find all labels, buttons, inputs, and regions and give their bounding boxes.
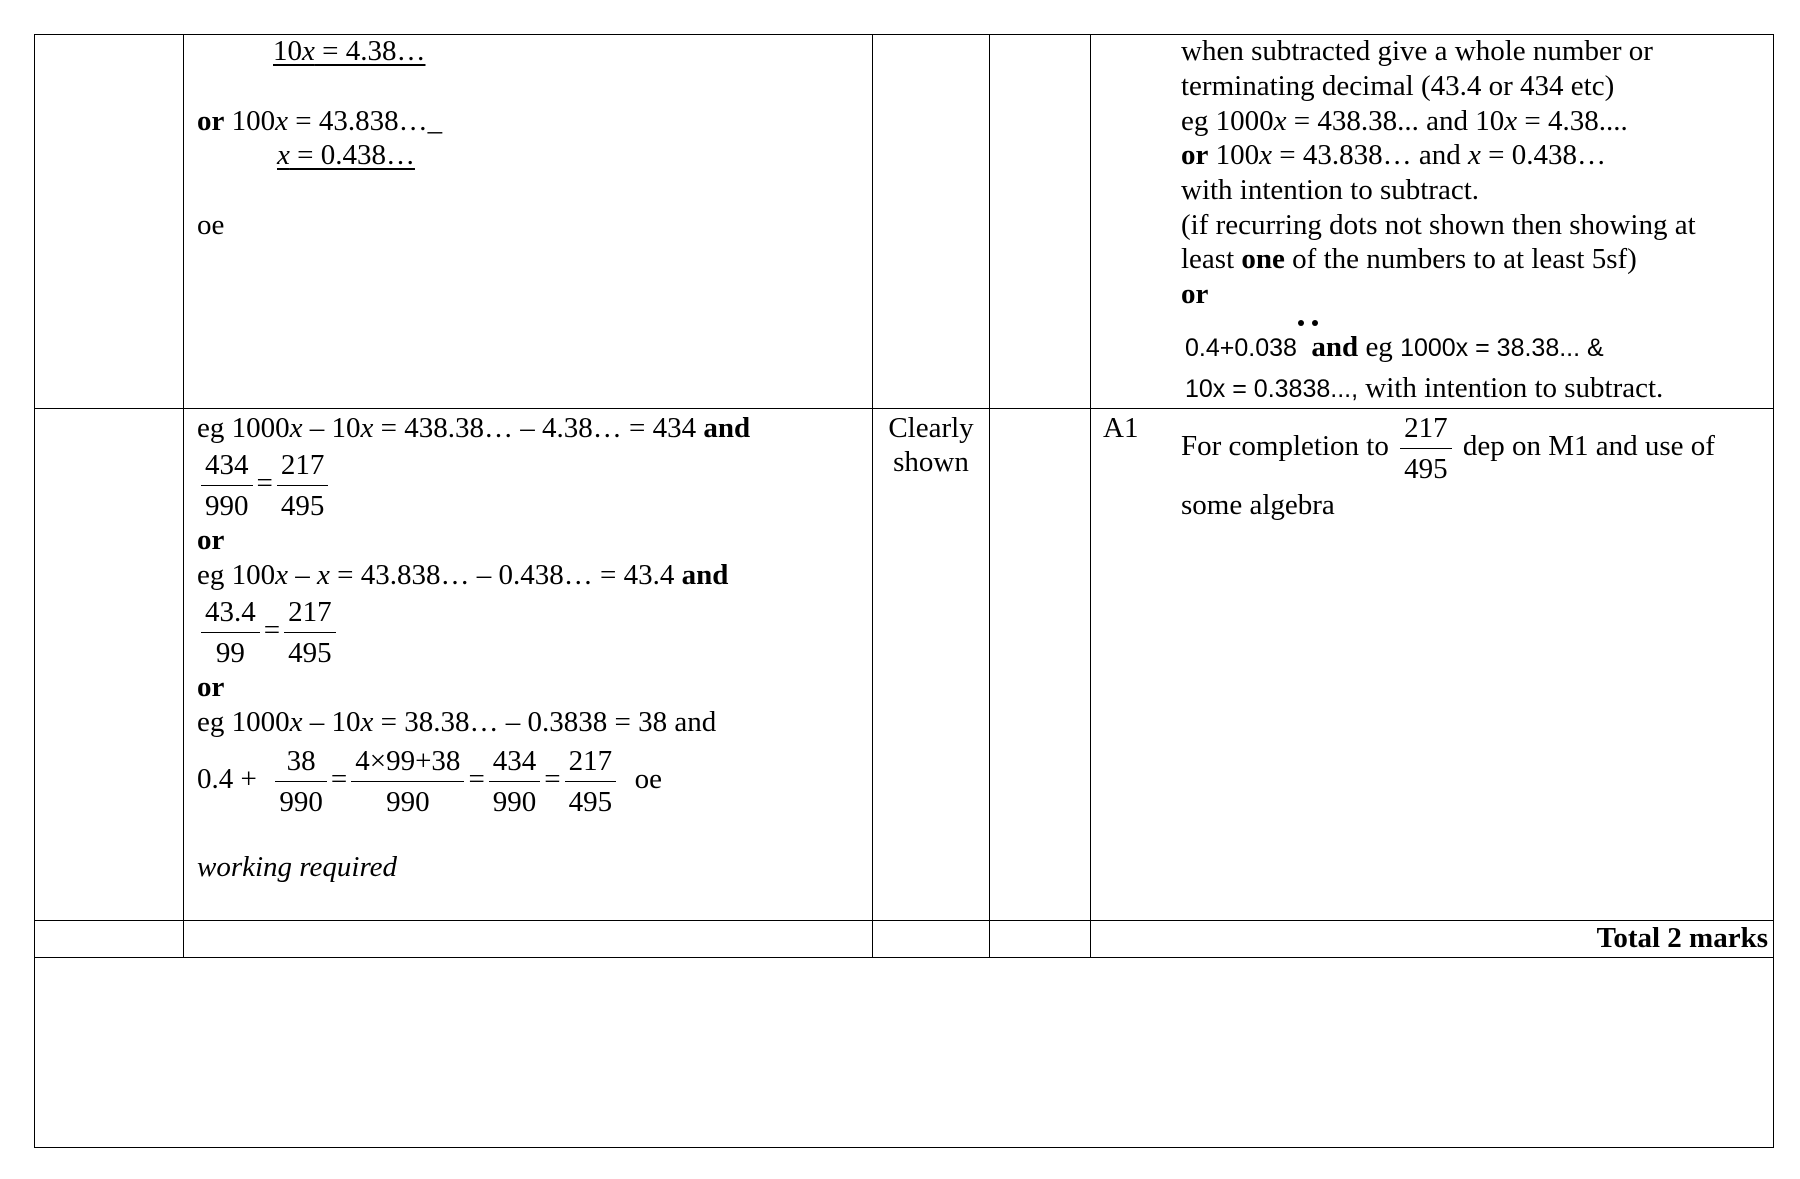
total-marks: Total 2 marks xyxy=(1596,922,1768,954)
guidance-line: eg 1000x = 438.38... and 10x = 4.38.... xyxy=(1181,105,1628,137)
fraction: $\frac{4\times 99+38}{990}$ xyxy=(351,741,464,822)
fraction: $\frac{434}{990}$ xyxy=(489,741,541,822)
working-fraction-line: $\frac{434}{990}$ = $\frac{217}{495}$ xyxy=(197,445,332,526)
working-method-3: eg 1000x – 10x = 38.38… – 0.3838 = 38 and xyxy=(197,706,717,738)
guidance-completion: For completion to $\frac{217}{495}$ dep on M1 and use of xyxy=(1181,408,1715,489)
working-required-note: working required xyxy=(197,851,398,883)
working-method-1: eg 1000x – 10x = 438.38… – 4.38… = 434 and xyxy=(197,412,751,444)
working-line-x: x = 0.438… xyxy=(277,139,415,171)
fraction: $\frac{434}{990}$ xyxy=(201,445,253,526)
guidance-line: with intention to subtract. xyxy=(1181,174,1480,206)
guidance-line: or 100x = 43.838… and x = 0.438… xyxy=(1181,139,1606,171)
guidance-line: least one of the numbers to at least 5sf) xyxy=(1181,243,1637,275)
answer-line: shown xyxy=(893,446,969,478)
working-line-10x: 10x = 4.38… xyxy=(273,35,426,67)
guidance-line: terminating decimal (43.4 or 434 etc) xyxy=(1181,70,1615,102)
fraction: $\frac{38}{990}$ xyxy=(275,741,327,822)
fraction: $\frac{217}{495}$ xyxy=(565,741,617,822)
column-divider xyxy=(1090,35,1091,957)
column-divider xyxy=(989,35,990,957)
working-method-2: eg 100x – x = 43.838… – 0.438… = 43.4 and xyxy=(197,559,729,591)
recurring-dot xyxy=(1312,320,1318,326)
answer-line: Clearly xyxy=(888,412,974,444)
guidance-line: some algebra xyxy=(1181,489,1335,521)
guidance-or: or xyxy=(1181,278,1209,310)
column-divider xyxy=(183,35,184,957)
working-line-100x: or 100x = 43.838…_ xyxy=(197,105,443,137)
working-fraction-chain: 0.4 + $\frac{38}{990}$ = $\frac{4\times 99+38}{990}$ = $\frac{434}{990}$ = $\frac{217}{495}$ oe xyxy=(197,741,662,822)
working-fraction-line: $\frac{43.4}{99}$ = $\frac{217}{495}$ xyxy=(197,592,340,673)
fraction: $\frac{217}{495}$ xyxy=(284,592,336,673)
mark-code: A1 xyxy=(1103,412,1139,444)
working-oe: oe xyxy=(197,209,225,241)
fraction: $\frac{43.4}{99}$ xyxy=(201,592,260,673)
guidance-line: (if recurring dots not shown then showing at xyxy=(1181,209,1696,241)
guidance-recurring-line: 0.4+0.038 and eg 1000x = 38.38... & xyxy=(1185,331,1604,363)
working-or: or xyxy=(197,524,225,556)
guidance-line: when subtracted give a whole number or xyxy=(1181,35,1653,67)
recurring-dot xyxy=(1298,320,1304,326)
fraction: $\frac{217}{495}$ xyxy=(1400,408,1452,489)
guidance-line: 10x = 0.3838..., with intention to subtract. xyxy=(1185,372,1664,404)
column-divider xyxy=(872,35,873,957)
row-divider xyxy=(35,957,1773,958)
working-or: or xyxy=(197,671,225,703)
fraction: $\frac{217}{495}$ xyxy=(277,445,329,526)
